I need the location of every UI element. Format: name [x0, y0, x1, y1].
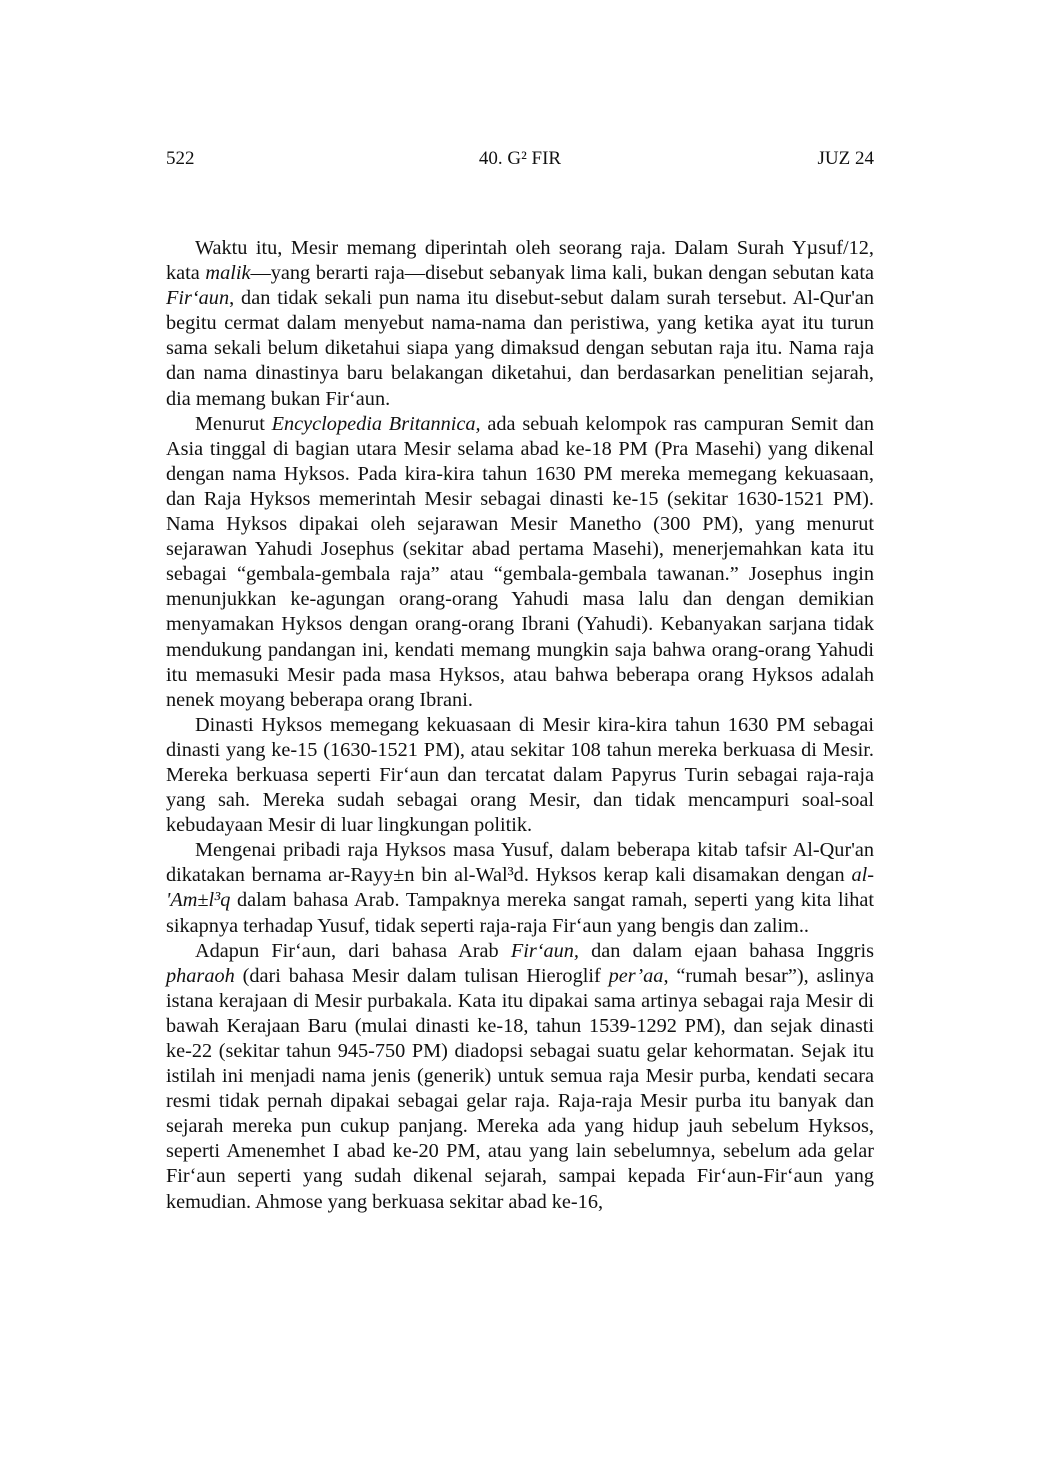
- text-run: ada sebuah kelompok ras campuran Semit dan Asia tinggal di bagian utara Mesir selama abad ke-18 PM (Pra Masehi) yang dikenal dengan nama Hyksos. Pada kira-kira tahun 1630 PM mereka memegang kekuasaan, dan Raja Hyksos memerintah Mesir sebagai dinasti ke-15 (sekitar 1630-1521 PM). Nama Hyksos dipakai oleh sejarawan Mesir Manetho (300 PM), yang menurut sejarawan Yahudi Josephus (sekitar abad pertama Masehi), menerjemahkan kata itu sebagai “gembala-gembala raja” atau “gembala-gembala tawanan.” Josephus ingin menunjukkan ke-agungan orang-orang Yahudi masa lalu dan dengan demikian menyamakan Hyksos dengan orang-orang Ibrani (Yahudi). Kebanyakan sarjana tidak mendukung pandangan ini, kendati memang mungkin saja bahwa orang-orang Yahudi itu memasuki Mesir pada masa Hyksos, atau bahwa beberapa orang Hyksos adalah nenek moyang beberapa orang Ibrani.: [166, 412, 874, 711]
- running-header: [166, 148, 874, 174]
- surah-title: 40. G² FIR: [478, 148, 562, 169]
- italic-term: Encyclopedia Britannica,: [271, 412, 481, 435]
- text-run: Mengenai pribadi raja Hyksos masa Yusuf, dalam beberapa kitab tafsir Al-Qur'an dikatakan bernama ar-Rayy±n bin al-Wal³d. Hyksos kerap kali disamakan dengan: [166, 839, 874, 887]
- paragraph: [166, 713, 874, 838]
- italic-term: Fir‘aun,: [510, 939, 580, 962]
- text-run: Waktu itu, Mesir memang diperintah oleh seorang raja. Dalam Surah Yµsuf/12, kata: [166, 237, 874, 285]
- paragraph: [166, 236, 874, 412]
- paragraph: [166, 939, 874, 1215]
- italic-term: per’aa: [608, 964, 664, 987]
- text-run: dalam bahasa Arab. Tampaknya mereka sangat ramah, seperti yang kita lihat sikapnya terhadap Yusuf, tidak seperti raja-raja Fir‘aun yang bengis dan zalim..: [166, 889, 874, 937]
- text-run: Dinasti Hyksos memegang kekuasaan di Mesir kira-kira tahun 1630 PM sebagai dinasti yang ke-15 (1630-1521 PM), atau sekitar 108 tahun mereka berkuasa di Mesir. Mereka berkuasa seperti Fir‘aun dan tercatat dalam Papyrus Turin sebagai raja-raja yang sah. Mereka sudah sebagai orang Mesir, dan tidak mencampuri soal-soal kebudayaan Mesir di luar lingkungan politik.: [166, 713, 874, 837]
- text-run: Adapun Fir‘aun, dari bahasa Arab: [195, 939, 511, 962]
- italic-term: al-'Am±l³q: [166, 864, 874, 912]
- text-run: , dan tidak sekali pun nama itu disebut-sebut dalam surah tersebut. Al-Qur'an begitu cermat dalam menyebut nama-nama dan peristiwa, yang ketika ayat itu turun sama sekali belum diketahui siapa yang dimaksud dengan sebutan raja itu. Nama raja dan nama dinastinya baru belakangan diketahui, dan berdasarkan penelitian sejarah, dia memang bukan Fir‘aun.: [166, 287, 874, 410]
- text-run: (dari bahasa Mesir dalam tulisan Hieroglif: [234, 964, 609, 987]
- italic-term: malik: [205, 262, 251, 285]
- text-run: Menurut: [195, 412, 272, 435]
- text-run: —yang berarti raja—disebut sebanyak lima kali, bukan dengan sebutan kata: [250, 262, 874, 285]
- italic-term: Fir‘aun: [166, 287, 230, 310]
- italic-term: pharaoh: [166, 964, 235, 987]
- paragraph: [166, 412, 874, 713]
- text-run: , “rumah besar”), aslinya istana kerajaan di Mesir purbakala. Kata itu dipakai sama artinya sebagai raja Mesir di bawah Kerajaan Baru (mulai dinasti ke-18, tahun 1539-1292 PM), dan sejak dinasti ke-22 (sekitar tahun 945-750 PM) diadopsi sebagai suatu gelar kehormatan. Sejak itu istilah ini menjadi nama jenis (generik) untuk semua raja Mesir purba, kendati secara resmi tidak pernah dipakai sebagai gelar raja. Raja-raja Mesir purba itu banyak dan sejarah mereka pun cukup panjang. Mereka ada yang hidup jauh sebelum Hyksos, seperti Amenemhet I abad ke-20 PM, atau yang lain sebelumnya, sebelum ada gelar Fir‘aun seperti yang sudah dikenal sejarah, sampai kepada Fir‘aun-Fir‘aun yang kemudian. Ahmose yang berkuasa sekitar abad ke-16,: [166, 964, 874, 1213]
- body-text: [166, 236, 874, 1215]
- text-run: dan dalam ejaan bahasa Inggris: [579, 939, 874, 962]
- juz-label: JUZ 24: [817, 148, 874, 169]
- page-number: 522: [166, 148, 195, 169]
- paragraph: [166, 838, 874, 938]
